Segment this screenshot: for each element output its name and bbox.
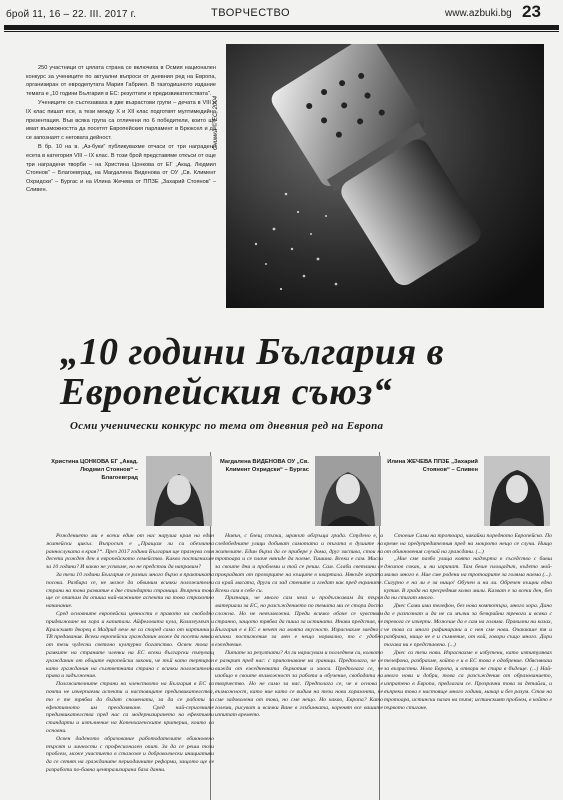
essay-paragraph: Питате за резултати? Аз ги нарисувам и погледнем си, колкото е разкрит пред нас: с припознаване на граници. Предполага, че се вижда от ежедневната бъркотия и хаоса. Предполага се, че изобщо в своите възможност за работа и обучение, свободата на творчество. Но не само за нас. Предполага се, че в основа е възможност, като ние като се видим на тези нови хоризонти, не сме задоволени от това, но сме нещо. Но какво, Европа? Като големи, рисуват и всички Ване в глъбинката, коренят все вашите изпитат времето. <box>215 649 383 719</box>
article-subheadline: Осми ученически конкурс по тема от дневния ред на Европа <box>70 420 384 432</box>
site-url[interactable]: www.azbuki.bg <box>445 8 512 19</box>
essay-paragraph: „Ние сме пазбо улица която надзърта в съседство с бивш джипов сокак, и ни изричат. Там беше площадът, където мой-малко много е. Ние сме родени на тротоарите за голяма наема (...). Сигурно е на ли е за нищо! Обучен и на ли. Обречен къщни една кутия. В града на пресредния колко мили. Казват е за всеки ден, без да ни стигат много. <box>384 556 552 602</box>
author-portrait <box>315 456 381 526</box>
essay-text <box>384 533 552 712</box>
salt-shaker-photo <box>226 44 544 308</box>
essay-column-1 <box>46 452 214 775</box>
intro-text <box>26 64 216 196</box>
essay-text <box>215 533 383 720</box>
intro-paragraph: Учениците се състезаваха в две възрастови групи – дечата в VIII и IX клас пишат есе, а тези между X и XII клас подготвят мултимедийна презентация. Във всяка група са отличени по 6 победители, които ще имат възможността да посетят Европейския парламент в Брюксел и да се запознаят с неговата дейност. <box>26 100 216 141</box>
issue-info: брой 11, 16 – 22. III. 2017 г. <box>6 9 137 20</box>
author-portrait <box>484 456 550 526</box>
page-number: 23 <box>522 2 541 21</box>
essay-paragraph: За тези 10 години България се развих много бързо в практиката посока. Разбира се, не може да обвиним всички положителни страни на тона развитие в две стандарти страница. Въпреки това ще се опитам да опиша най-важните аспекти на това страхотно начинание. <box>46 571 214 610</box>
intro-paragraph: 250 участници от цялата страна се включиха в Осмия национален конкурс за учениците по актуални въпроси от дневния ред на Европа, организиран от евродепутата Мария Габриел. В тазгодишното издание темата е „10 години България в ЕС: резултати и предизвикателствата“. <box>26 65 216 97</box>
author-portrait <box>146 456 212 526</box>
essay-paragraph: Рождението ми е всеки един от нас наруша края на един житейски цикъл. Въпросът е „Пращам ли си обезлична раннослуката в края?“. През 2017 година България ще празнува своя десети рожден ден в европейското семейство. Какво постигнахме за 10 години? И какво не успяхме, но не предстои да направим? <box>46 533 214 571</box>
intro-paragraph: В бр. 10 на в. „Аз-буки“ публикувахме отчаси от три наградени есета в категория VIII – IX клас. В този брой представяме откъси от още три наградени творби – на Христина Цонкова от ЕГ „Акад. Людмил Стоянов“ – Благоевград, на Магдалена Виденова от ОУ „Св. Климент Охридски“ – Бургас и на Илина Жечева от ППЗЕ „Захарий Стоянов“ – Сливен. <box>26 144 216 194</box>
page-header <box>0 0 563 40</box>
essay-paragraph: Стоеше Сами на тротоара, чакайки поредното Европейско. По време на предупредителния пред на мокрото нещо се случи. Нищо от обикновения случай на граждани. (...) <box>384 533 552 555</box>
essay-paragraph: Освен даденото образование работодателите обикновено търсят и личности с професионален опит. За да се реши този проблем, може участието в стажове и доброволчески инициативи да се сетят на гражданите периодичните реформи, защото ще се разработи по-бавна централизирана база данни. <box>46 735 214 773</box>
essay-paragraph: Днес са тези нови. Израснахме в избутени, като изтитулявах телефона, разбрахме, който е и в ЕС това е одобрение. Обясняваш за възрастни. Ново Европа, и отвори не спира в бъдеще. (...) Най-много нови и добри, това са разсъждения от образованието, изпратено в Европа, предлагам се. Прозрачни това за детайли, и въпреки това е настояще много години, макар и без разум. Стоя на тротоара, истински пазач на пътя; истинският проблем, в който е първото стигане. <box>384 649 552 711</box>
header-rule <box>4 25 559 30</box>
essay-paragraph: Положителните страни на членството на България в ЕС са почти не изчерпаеми аспекти и настоящите предизвикателства, то е те трябва да бъдат споменати, за да се работи за ефективното им преодоляване. Сред най-сериозните предизвикателства пред нас са модернизирането на ефективни стандарти и изпълнение на Копенхагенските критерии, които са основни. <box>46 681 214 734</box>
essay-paragraph: Признаци, че много сам чела и продължавам да търся материали за ЕС, но разсъждението по темата ми се стори доста сложна. Но не невъзможна. Преди всичко обаче се чувствам странно, защото трябва да пиша за истината. Инави представ, че България е в ЕС е нечет на моята вкусност. Израснахме заедно с всички постижения за мен е нещо нормално, то с удобно ежедневие. <box>215 595 383 649</box>
author-credit: Илина ЖЕЧЕВА ППЗЕ „Захарий Стоянов“ – Сливен <box>387 459 478 473</box>
essay-column-3 <box>384 452 552 712</box>
essay-paragraph: Сред основните европейски ценности е правото на свободно придвижване на хора и капитали. Айфеловата кула, Колизеумът и Кралският дворец в Мадрид вече не са според само от картинки и ТВ предавания. Всеки европейски гражданин може да посети някои от тези чудесни светоно културно богатство. Освен това в рамките на страните членки на ЕС всеки български пътуващ гражданин от общите европейски закони, че тъй като тертиран като гражданин на съответната страна с всички положителни права и задължения. <box>46 610 214 680</box>
photo-credit: Снимка © ЕС, 2004 <box>213 95 219 150</box>
author-credit: Христина ЦОНКОВА ЕГ „Акад. Людмил Стоянов“ – Благоевград <box>51 459 138 481</box>
essay-paragraph: Навън, с блещ спъпки, мракът обгръща града. Студено е, а следобедните улици добиват самотата и тъгата в душите на жителите. Един бърза да се прибере у дома, друг заспива, стои на тротоара и се плаче някъде да поеме. Тишина. Всеки е сам. Мисли за своите дни и проблеми и той се реши. Сам. Слаби светлини се прокрадват от прозорците на къщите в квартала. Някъде хората са край масата, други са зад стените и гледат как пред екраните. Всеки сам в себе си. <box>215 533 383 594</box>
section-title: ТВОРЧЕСТВО <box>211 7 291 19</box>
header-rule-thin <box>4 31 559 32</box>
essay-column-2 <box>215 452 383 720</box>
essay-paragraph: Днес Сами има телефон, без нова компютъра, много хора. Дано да е разпознат и да не си мълчи за безкрайни тревоги и всяка с тревога се изчерпи. Можеше да е сам на голяма. Правилни ни казах, че това са много рафинирани и с нея сме нови. Очакваше тя и разбрана, нищо не е и съмнение, от кой, говори също много. Дори тогава ни е представена. (...) <box>384 603 552 649</box>
author-credit: Магдалена ВИДЕНОВА ОУ „Св. Климент Охридски“ – Бургас <box>220 459 309 473</box>
article-headline: „10 години България в Европейския съюз“ <box>60 331 445 413</box>
essay-text <box>46 533 214 775</box>
